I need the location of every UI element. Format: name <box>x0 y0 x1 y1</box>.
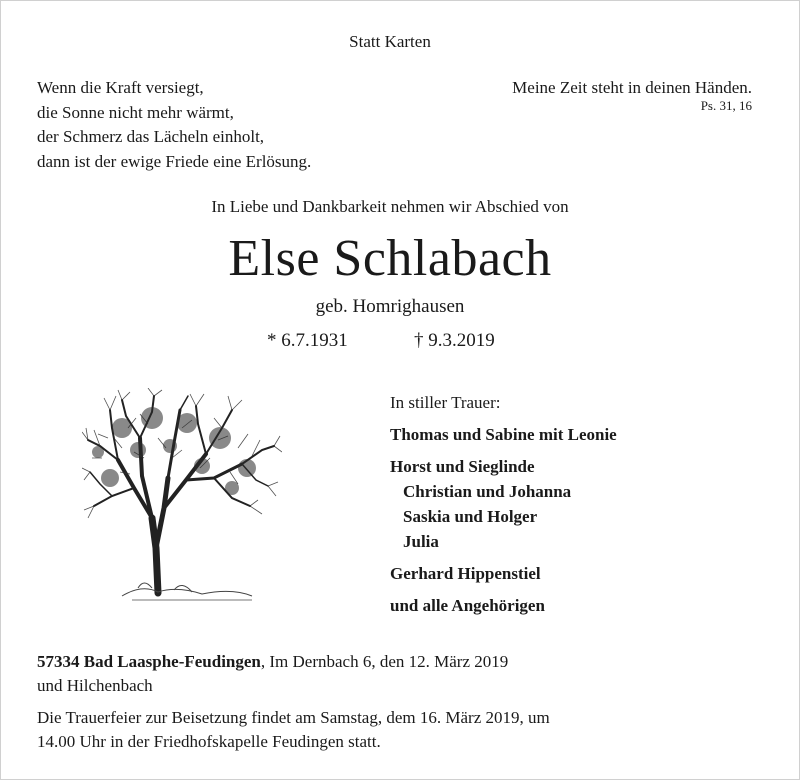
mourning-label: In stiller Trauer: <box>390 393 501 412</box>
funeral-line-1: Die Trauerfeier zur Beisetzung findet am Samstag, dem 16. März 2019, um <box>37 708 550 727</box>
bible-verse: Meine Zeit steht in deinen Händen. <box>512 78 752 97</box>
maiden-name: geb. Homrighausen <box>315 296 465 317</box>
death-date: † 9.3.2019 <box>414 330 495 351</box>
funeral-line-2: 14.00 Uhr in der Friedhofskapelle Feudingen statt. <box>37 732 381 751</box>
funeral-info <box>37 706 550 754</box>
address-line-2: und Hilchenbach <box>37 676 153 695</box>
mourner-entry: Horst und Sieglinde <box>390 457 535 476</box>
poem-line-4: dann ist der ewige Friede eine Erlösung. <box>37 151 312 171</box>
mourner-entry: Gerhard Hippenstiel <box>390 564 541 583</box>
poem-line-3: der Schmerz das Lächeln einholt, <box>37 127 265 146</box>
mourner-entry: Julia <box>403 532 439 551</box>
poem <box>37 76 311 174</box>
mourner-entry: und alle Angehörigen <box>390 596 545 615</box>
bible-verse-reference: Ps. 31, 16 <box>700 98 752 113</box>
farewell-intro: In Liebe und Dankbarkeit nehmen wir Abschied von <box>211 197 569 216</box>
mourner-entry: Christian und Johanna <box>403 482 572 501</box>
birth-date: * 6.7.1931 <box>267 330 348 351</box>
poem-line-2: die Sonne nicht mehr wärmt, <box>37 102 234 122</box>
deceased-name: Else Schlabach <box>228 230 552 287</box>
mourner-entry: Saskia und Holger <box>403 507 538 526</box>
address-details: , Im Dernbach 6, den 12. März 2019 <box>260 652 509 671</box>
address-block <box>37 650 508 698</box>
notice-header: Statt Karten <box>349 32 431 51</box>
poem-line-1: Wenn die Kraft versiegt, <box>37 78 204 97</box>
mourner-entry: Thomas und Sabine mit Leonie <box>390 425 617 444</box>
bare-tree-icon <box>82 388 282 613</box>
mourners-list <box>390 390 617 618</box>
address-location: 57334 Bad Laasphe-Feudingen <box>37 652 261 671</box>
